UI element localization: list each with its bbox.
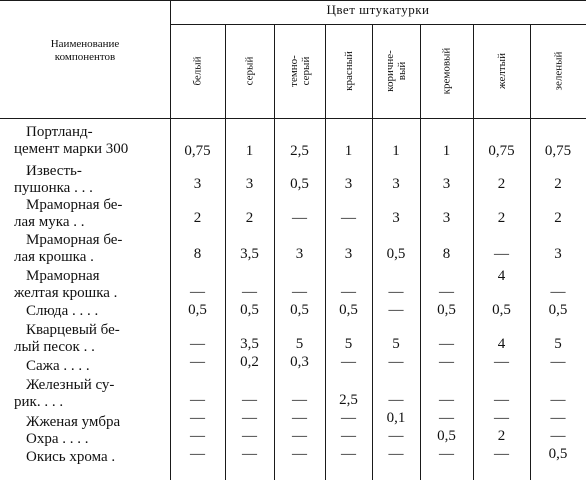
proportion-value: 0,5 — [437, 302, 456, 318]
component-name — [0, 322, 182, 356]
proportion-value: 5 — [295, 336, 304, 352]
proportion-value: 2 — [497, 428, 506, 444]
header-top-rule — [0, 0, 586, 1]
proportion-value: 2 — [554, 210, 562, 226]
empty-cell-dash: — — [388, 284, 404, 300]
component-name — [0, 268, 182, 302]
proportion-value: 3 — [344, 246, 353, 262]
empty-cell-dash: — — [439, 284, 454, 300]
color-column-label: темно- серый — [287, 55, 312, 87]
color-column-label: красный — [342, 51, 355, 91]
proportion-value: 0,3 — [290, 354, 309, 370]
proportion-value: 3 — [392, 176, 400, 192]
empty-cell-dash: — — [550, 428, 566, 444]
proportion-value: 3 — [392, 210, 400, 226]
component-name-line: Мраморная бе- — [26, 197, 123, 213]
color-column-header — [274, 26, 325, 116]
empty-cell-dash: — — [494, 246, 509, 262]
empty-cell-dash: — — [242, 284, 257, 300]
proportion-value: 8 — [442, 246, 451, 262]
empty-cell-dash: — — [292, 428, 307, 444]
components-header — [8, 38, 162, 64]
component-name-line: Железный су- — [26, 377, 115, 393]
empty-cell-dash: — — [388, 392, 404, 408]
color-column-header — [170, 26, 225, 116]
proportion-value: 0,5 — [290, 176, 309, 192]
empty-cell-dash: — — [242, 446, 257, 462]
header-bottom-rule — [0, 118, 586, 119]
empty-cell-dash: — — [190, 410, 205, 426]
component-name-line: лая мука . . — [14, 214, 85, 230]
empty-cell-dash: — — [439, 446, 454, 462]
empty-cell-dash: — — [341, 210, 356, 226]
proportion-value: 0,5 — [290, 302, 309, 318]
proportion-value: 0,5 — [188, 302, 207, 318]
empty-cell-dash: — — [292, 210, 307, 226]
component-name — [0, 414, 182, 431]
components-header-line: компонентов — [54, 51, 116, 63]
proportion-value: 0,75 — [184, 143, 211, 159]
empty-cell-dash: — — [550, 410, 566, 426]
component-name-line: Мраморная бе- — [26, 232, 123, 248]
proportion-value: 0,5 — [437, 428, 456, 444]
proportion-value: 2,5 — [290, 143, 309, 159]
color-column-label: кремовый — [440, 47, 453, 95]
proportion-value: 3 — [442, 176, 451, 192]
proportion-value: 4 — [497, 268, 506, 284]
empty-cell-dash: — — [341, 354, 356, 370]
color-column-header — [225, 26, 274, 116]
component-name — [0, 449, 182, 466]
proportion-value: 0,75 — [488, 143, 515, 159]
component-name-line: пушонка . . . — [14, 180, 93, 196]
proportion-value: 3 — [442, 210, 451, 226]
color-column-label: зеленый — [551, 51, 564, 91]
proportion-value: 0,75 — [544, 143, 572, 159]
proportion-value: 5 — [392, 336, 400, 352]
empty-cell-dash: — — [494, 354, 509, 370]
component-name — [0, 163, 182, 197]
component-name-line: Известь- — [26, 163, 82, 179]
component-name-line: Мраморная — [26, 268, 100, 284]
empty-cell-dash: — — [190, 428, 205, 444]
proportion-value: 3,5 — [240, 336, 259, 352]
proportion-value: 2 — [497, 210, 506, 226]
proportion-value: 0,5 — [548, 302, 568, 318]
color-column-label: коричне- вый — [383, 50, 408, 92]
proportion-value: 8 — [193, 246, 202, 262]
empty-cell-dash: — — [292, 446, 307, 462]
proportion-value: 0,5 — [339, 302, 358, 318]
empty-cell-dash: — — [242, 392, 257, 408]
empty-cell-dash: — — [190, 446, 205, 462]
group-title-rule — [170, 24, 586, 25]
empty-cell-dash: — — [341, 428, 356, 444]
component-name — [0, 197, 182, 231]
component-name-line: Окись хрома . — [26, 449, 116, 465]
proportion-value: 3 — [295, 246, 304, 262]
proportion-value: 0,5 — [386, 246, 406, 262]
empty-cell-dash: — — [341, 446, 356, 462]
empty-cell-dash: — — [550, 392, 566, 408]
empty-cell-dash: — — [388, 354, 404, 370]
empty-cell-dash: — — [388, 428, 404, 444]
color-column-header — [420, 26, 473, 116]
empty-cell-dash: — — [494, 446, 509, 462]
empty-cell-dash: — — [388, 446, 404, 462]
empty-cell-dash: — — [439, 410, 454, 426]
empty-cell-dash: — — [494, 392, 509, 408]
color-column-header — [325, 26, 372, 116]
empty-cell-dash: — — [388, 302, 404, 318]
proportion-value: 1 — [392, 143, 400, 159]
component-name-line: рик. . . . — [14, 394, 64, 410]
color-column-label: желтый — [495, 53, 508, 89]
component-name — [0, 303, 182, 320]
empty-cell-dash: — — [550, 354, 566, 370]
proportion-value: 4 — [497, 336, 506, 352]
color-column-header — [473, 26, 530, 116]
proportion-value: 0,1 — [386, 410, 406, 426]
proportion-value: 1 — [245, 143, 254, 159]
empty-cell-dash: — — [494, 410, 509, 426]
color-column-header — [530, 26, 586, 116]
component-name-line: Слюда . . . . — [26, 303, 99, 319]
component-name — [0, 377, 182, 411]
empty-cell-dash: — — [439, 392, 454, 408]
proportion-value: 0,5 — [492, 302, 511, 318]
empty-cell-dash: — — [292, 284, 307, 300]
empty-cell-dash: — — [190, 392, 205, 408]
proportion-value: 3,5 — [240, 246, 259, 262]
proportion-value: 2 — [497, 176, 506, 192]
component-name — [0, 431, 182, 448]
empty-cell-dash: — — [341, 410, 356, 426]
color-column-header — [372, 26, 420, 116]
color-group-title: Цвет штукатурки — [326, 2, 430, 17]
proportion-value: 0,2 — [240, 354, 259, 370]
empty-cell-dash: — — [242, 428, 257, 444]
component-name — [0, 232, 182, 266]
proportion-value: 3 — [193, 176, 202, 192]
empty-cell-dash: — — [439, 336, 454, 352]
proportion-value: 1 — [344, 143, 353, 159]
component-name-line: Охра . . . . — [26, 431, 89, 447]
component-name — [0, 358, 182, 375]
empty-cell-dash: — — [439, 354, 454, 370]
component-name-line: лый песок . . — [14, 339, 95, 355]
proportion-value: 3 — [245, 176, 254, 192]
proportion-value: 3 — [554, 246, 562, 262]
empty-cell-dash: — — [292, 410, 307, 426]
empty-cell-dash: — — [550, 284, 566, 300]
component-name-line: цемент марки 300 — [14, 141, 129, 157]
proportion-value: 3 — [344, 176, 353, 192]
proportion-value: 0,5 — [240, 302, 259, 318]
proportion-value: 5 — [554, 336, 562, 352]
component-name-line: Портланд- — [26, 124, 93, 140]
component-name-line: Сажа . . . . — [26, 358, 90, 374]
empty-cell-dash: — — [242, 410, 257, 426]
empty-cell-dash: — — [292, 392, 307, 408]
components-header-line: Наименование — [50, 38, 120, 50]
component-name — [0, 124, 182, 158]
empty-cell-dash: — — [190, 336, 205, 352]
empty-cell-dash: — — [190, 284, 205, 300]
color-column-label: серый — [243, 56, 256, 86]
proportion-value: 5 — [344, 336, 353, 352]
proportion-value: 0,5 — [548, 446, 568, 462]
proportion-value: 2 — [245, 210, 254, 226]
component-name-line: лая крошка . — [14, 249, 94, 265]
proportion-value: 2 — [554, 176, 562, 192]
component-name-line: Кварцевый бе- — [26, 322, 120, 338]
empty-cell-dash: — — [341, 284, 356, 300]
color-column-label: белый — [191, 56, 204, 86]
empty-cell-dash: — — [190, 354, 205, 370]
proportion-value: 2 — [193, 210, 202, 226]
proportion-value: 2,5 — [339, 392, 358, 408]
component-name-line: Жженая умбра — [26, 414, 121, 430]
component-name-line: желтая крошка . — [14, 285, 118, 301]
proportion-value: 1 — [442, 143, 451, 159]
